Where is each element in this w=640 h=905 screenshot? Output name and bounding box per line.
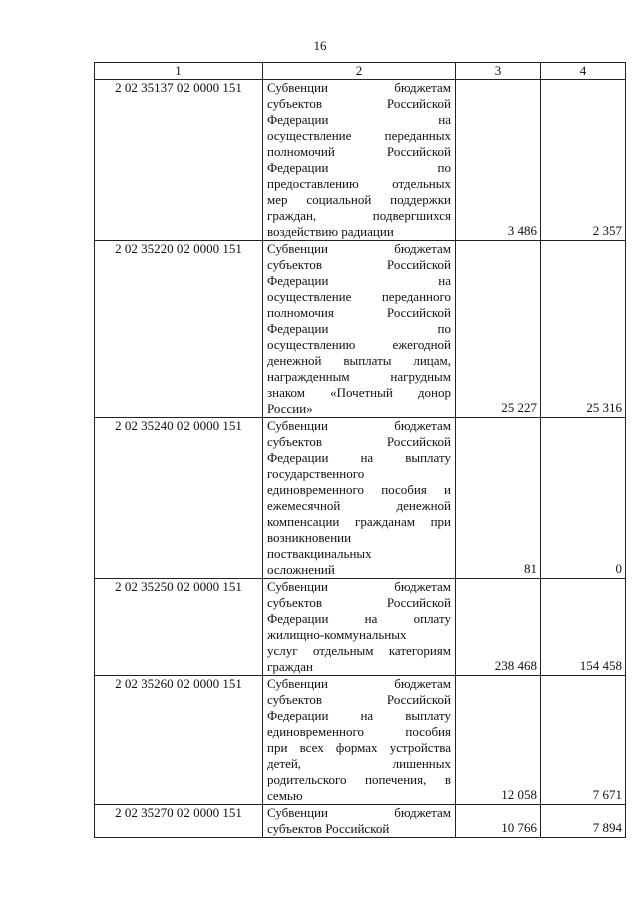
amount-col-3: 3 486 [456, 80, 541, 241]
description-line: полномочия Российской [267, 305, 451, 320]
description-cell [263, 418, 456, 579]
description-line: субъектов Российской [267, 434, 451, 449]
amount-col-3: 25 227 [456, 241, 541, 418]
description-line: субъектов Российской [267, 692, 451, 707]
amount-col-4: 2 357 [541, 80, 626, 241]
description-line: государственного [267, 466, 365, 481]
amount-col-3: 10 766 [456, 805, 541, 838]
table-row [95, 579, 626, 676]
description-line: семью [267, 788, 303, 803]
description-line: единовременного пособия и [267, 482, 451, 497]
table-row [95, 241, 626, 418]
description-line: Субвенции бюджетам [267, 676, 451, 691]
amount-col-3: 81 [456, 418, 541, 579]
amount-col-3: 238 468 [456, 579, 541, 676]
description-line: детей, лишенных [267, 756, 451, 771]
description-line: Федерации по [267, 160, 451, 175]
description-line: Федерации по [267, 321, 451, 336]
description-line: осложнений [267, 562, 335, 577]
table-row [95, 418, 626, 579]
description-line: осуществление переданного [267, 289, 451, 304]
description-line: России» [267, 401, 313, 416]
table-row [95, 80, 626, 241]
budget-code: 2 02 35270 02 0000 151 [95, 805, 263, 838]
page-number: 16 [313, 38, 327, 53]
description-line: Федерации на [267, 112, 451, 127]
description-cell [263, 676, 456, 805]
description-line: воздействию радиации [267, 224, 394, 239]
header-col-4: 4 [541, 63, 626, 80]
description-line: жилищно-коммунальных [267, 627, 407, 642]
description-line: возникновении [267, 530, 352, 545]
table-row [95, 676, 626, 805]
description-line: мер социальной поддержки [267, 192, 451, 207]
description-line: ежемесячной денежной [267, 498, 451, 513]
description-line: поствакцинальных [267, 546, 372, 561]
description-line: предоставлению отдельных [267, 176, 451, 191]
description-line: Федерации на выплату [267, 708, 451, 723]
budget-code: 2 02 35240 02 0000 151 [95, 418, 263, 579]
header-col-1: 1 [95, 63, 263, 80]
amount-col-4: 154 458 [541, 579, 626, 676]
description-cell [263, 805, 456, 838]
description-line: знаком «Почетный донор [267, 385, 451, 400]
description-line: услуг отдельным категориям [267, 643, 451, 658]
description-cell [263, 80, 456, 241]
table-row [95, 805, 626, 838]
amount-col-4: 7 894 [541, 805, 626, 838]
description-line: осуществление переданных [267, 128, 451, 143]
description-line: Субвенции бюджетам [267, 241, 451, 256]
description-line: субъектов Российской [267, 96, 451, 111]
description-line: Федерации на оплату [267, 611, 451, 626]
header-col-2: 2 [263, 63, 456, 80]
amount-col-3: 12 058 [456, 676, 541, 805]
description-line: Субвенции бюджетам [267, 418, 451, 433]
budget-table [94, 62, 626, 838]
budget-code: 2 02 35250 02 0000 151 [95, 579, 263, 676]
description-line: осуществлению ежегодной [267, 337, 451, 352]
description-line: граждан, подвергшихся [267, 208, 451, 223]
description-line: субъектов Российской [267, 821, 390, 836]
budget-code: 2 02 35137 02 0000 151 [95, 80, 263, 241]
description-line: Федерации на [267, 273, 451, 288]
budget-code: 2 02 35220 02 0000 151 [95, 241, 263, 418]
amount-col-4: 0 [541, 418, 626, 579]
amount-col-4: 25 316 [541, 241, 626, 418]
description-line: Субвенции бюджетам [267, 80, 451, 95]
header-col-3: 3 [456, 63, 541, 80]
description-line: родительского попечения, в [267, 772, 451, 787]
description-cell [263, 579, 456, 676]
description-line: компенсации гражданам при [267, 514, 451, 529]
description-line: субъектов Российской [267, 257, 451, 272]
description-line: полномочий Российской [267, 144, 451, 159]
header-row [95, 63, 626, 80]
description-line: Субвенции бюджетам [267, 579, 451, 594]
description-cell [263, 241, 456, 418]
description-line: награжденным нагрудным [267, 369, 451, 384]
description-line: граждан [267, 659, 313, 674]
description-line: Субвенции бюджетам [267, 805, 451, 820]
amount-col-4: 7 671 [541, 676, 626, 805]
description-line: субъектов Российской [267, 595, 451, 610]
description-line: единовременного пособия [267, 724, 451, 739]
budget-code: 2 02 35260 02 0000 151 [95, 676, 263, 805]
description-line: денежной выплаты лицам, [267, 353, 451, 368]
description-line: Федерации на выплату [267, 450, 451, 465]
description-line: при всех формах устройства [267, 740, 451, 755]
